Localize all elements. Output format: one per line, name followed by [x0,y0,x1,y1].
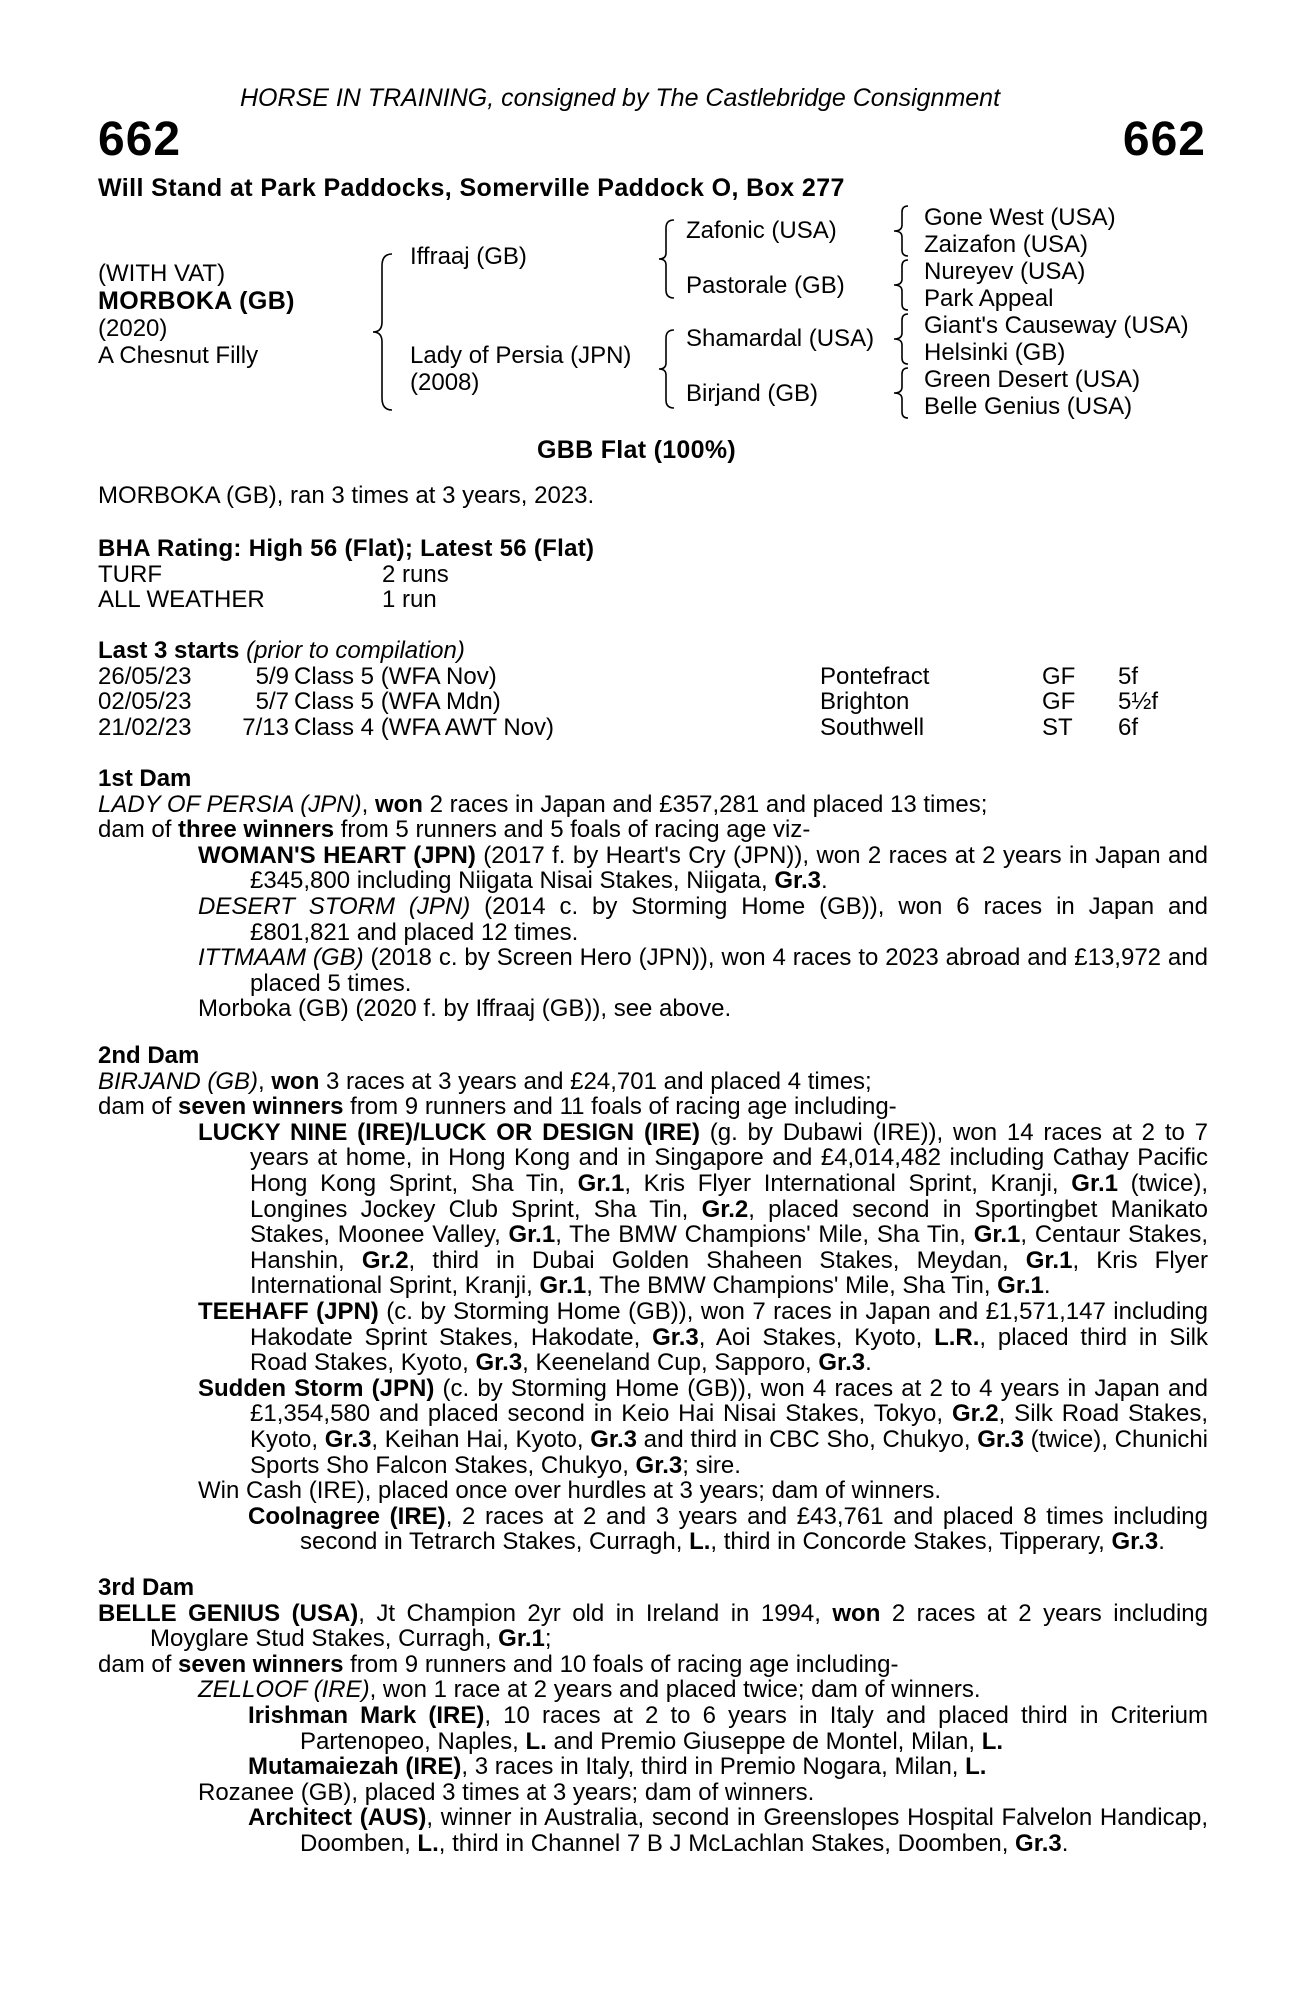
horse-description: A Chesnut Filly [98,342,259,369]
grade: Gr.3 [475,1349,523,1377]
produce-entry [98,1120,1208,1299]
text: , 10 races at 2 to 6 years in Italy and placed third in Criterium Partenopeo, Naples, [300,1701,1208,1755]
produce-entry [98,1376,1208,1478]
grade: Gr.1 [539,1272,587,1300]
second-dam-produce-line [98,1094,1208,1120]
turf-label: TURF [98,560,162,588]
produce-entry: Rozanee (GB), placed 3 times at 3 years; dam of winners. [198,1778,815,1806]
text: , Jt Champion 2yr old in Ireland in 1994, [358,1599,833,1627]
text: dam of [98,1093,179,1121]
produce-name: Coolnagree (IRE) [248,1502,446,1530]
start-position: 5/7 [255,688,289,716]
third-dam-line [98,1601,1208,1652]
horse-year: (2020) [98,315,168,342]
dam-name: BELLE GENIUS (USA) [98,1599,359,1627]
stand-location: Will Stand at Park Paddocks, Somerville Paddock O, Box 277 [98,174,845,202]
grade: Gr.3 [324,1425,372,1453]
start-position: 7/13 [242,713,289,741]
produce-name: ITTMAAM (GB) [198,944,364,972]
bha-rating-section [98,536,1208,613]
produce-name: DESERT STORM (JPN) [198,892,471,920]
grade: Gr.1 [508,1221,556,1249]
last-starts-section [98,638,1208,740]
pedigree-brace-g3 [890,312,912,366]
start-course: Pontefract [820,662,930,690]
grade: Gr.3 [977,1425,1024,1453]
grade: L. [525,1727,547,1755]
start-race: Class 4 (WFA AWT Nov) [294,713,555,741]
produce-entry [98,1703,1208,1754]
grade: Gr.1 [577,1169,625,1197]
lot-number-left: 662 [98,113,182,166]
won-label: won [374,790,423,818]
grade: L. [965,1753,987,1781]
grade: L. [981,1727,1004,1755]
text: , [258,1067,272,1095]
consignment-line: HORSE IN TRAINING, consigned by The Castlebridge Consignment [240,84,1001,112]
text: ; sire. [682,1451,741,1479]
text: , Kris Flyer International Sprint, Kranji, [250,1246,1209,1300]
grade: Gr.3 [1111,1528,1159,1556]
text: , won 1 race at 2 years and placed twice; dam of winners. [369,1676,981,1704]
dam-name: LADY OF PERSIA (JPN) [98,790,362,818]
start-distance: 5½f [1118,688,1159,716]
all-weather-label: ALL WEATHER [98,586,265,614]
produce-name: Architect (AUS) [248,1804,427,1832]
grade: Gr.3 [1015,1829,1062,1857]
text: (g. by Dubawi (IRE)), won 14 races at 2 to 7 years at home, in Hong Kong and in Singapore and £4,014,482 including Cathay Pacific Hong Kong Sprint, Sha Tin, [250,1118,1209,1197]
text: from 9 runners and 10 foals of racing age including- [343,1650,899,1678]
text: , 3 races in Italy, third in Premio Nogara, Milan, [461,1753,966,1781]
turf-value: 2 runs [382,560,449,588]
start-race: Class 5 (WFA Mdn) [294,688,501,716]
grade: Gr.3 [774,867,822,895]
pedigree-brace-g2 [890,258,912,312]
produce-name: LUCKY NINE (IRE)/LUCK OR DESIGN (IRE) [198,1118,700,1146]
second-dam-line [98,1069,1208,1095]
text: , [361,790,375,818]
pedigree-sire-sire: Zafonic (USA) [686,217,837,244]
last-starts-heading [98,638,1208,664]
text: , Aoi Stakes, Kyoto, [698,1323,935,1351]
text: and Premio Giuseppe de Montel, Milan, [546,1727,982,1755]
start-row [98,715,1208,741]
text: ; [544,1625,552,1653]
winners-count: seven winners [178,1650,344,1678]
start-course: Southwell [820,713,925,741]
text: , 2 races at 2 and 3 years and £43,761 and placed 8 times including second in Tetrarch Stakes, Curragh, [300,1502,1209,1556]
won-label: won [271,1067,320,1095]
first-dam-heading: 1st Dam [98,765,192,792]
first-dam-produce-line [98,817,1208,843]
text: , third in Dubai Golden Shaheen Stakes, Meydan, [408,1246,1026,1274]
bha-rating-title: BHA Rating: High 56 (Flat); Latest 56 (Flat) [98,535,595,562]
start-going: GF [1042,688,1076,716]
grade: Gr.3 [652,1323,699,1351]
produce-entry [98,1677,1208,1703]
won-label: won [832,1599,881,1627]
produce-entry: Win Cash (IRE), placed once over hurdles at 3 years; dam of winners. [198,1477,941,1505]
grade: Gr.1 [1071,1169,1118,1197]
pedigree-g3: Nureyev (USA) [924,258,1086,285]
start-going: GF [1042,662,1076,690]
start-position: 5/9 [255,662,289,690]
text: , Centaur Stakes, Hanshin, [250,1221,1208,1274]
produce-name: WOMAN'S HEART (JPN) [198,841,476,869]
start-distance: 6f [1118,713,1139,741]
text: , Keihan Hai, Kyoto, [371,1425,591,1453]
pedigree-g2: Zaizafon (USA) [924,231,1089,258]
text: , placed third in Silk Road Stakes, Kyoto, [250,1323,1208,1377]
winners-count: seven winners [178,1093,344,1121]
pedigree-sire: Iffraaj (GB) [410,243,527,270]
start-date: 21/02/23 [98,713,192,741]
text: 2 races at 2 years including Moyglare Stud Stakes, Curragh, [150,1599,1208,1653]
grade: Gr.1 [973,1221,1021,1249]
text: (twice), Chunichi Sports Sho Falcon Stakes, Chukyo, [250,1425,1208,1479]
text: dam of [98,816,179,844]
pedigree-brace-dam [656,328,676,410]
horse-name: MORBOKA (GB) [98,287,295,315]
text: (2018 c. by Screen Hero (JPN)), won 4 races to 2023 abroad and £13,972 and placed 5 times. [250,944,1208,997]
grade: L. [689,1528,711,1556]
text: , Silk Road Stakes, Kyoto, [250,1400,1208,1453]
text: , Kris Flyer International Sprint, Kranji, [624,1169,1072,1197]
pedigree-g7: Green Desert (USA) [924,366,1141,393]
produce-entry [98,1805,1208,1856]
grade: Gr.3 [635,1451,683,1479]
pedigree-g5: Giant's Causeway (USA) [924,312,1189,339]
pedigree-g8: Belle Genius (USA) [924,393,1133,420]
text: . [821,867,828,895]
produce-name: TEEHAFF (JPN) [198,1297,379,1325]
first-dam-line [98,792,1208,818]
text: (2014 c. by Storming Home (GB)), won 6 races in Japan and £801,821 and placed 12 times. [250,892,1208,946]
text: dam of [98,1650,179,1678]
produce-entry [98,1299,1208,1376]
text: from 5 runners and 5 foals of racing age viz- [334,816,811,844]
start-row [98,689,1208,715]
produce-name: Sudden Storm (JPN) [198,1374,435,1402]
pedigree-brace-g1 [890,204,912,258]
text: (twice), Longines Jockey Club Sprint, Sha Tin, [250,1169,1209,1223]
grade: Gr.2 [361,1246,409,1274]
produce-entry: Morboka (GB) (2020 f. by Iffraaj (GB)), see above. [198,995,732,1023]
text: , The BMW Champions' Mile, Sha Tin, [586,1272,998,1300]
gbb-flat: GBB Flat (100%) [537,436,736,464]
grade: Gr.1 [498,1625,545,1653]
grade: Gr.2 [701,1195,749,1223]
produce-name: Irishman Mark (IRE) [248,1701,485,1729]
pedigree-g1: Gone West (USA) [924,204,1116,231]
grade: L.R. [934,1323,980,1351]
grade: Gr.3 [818,1349,866,1377]
lot-number-right: 662 [1122,113,1206,166]
pedigree-dam-year: (2008) [410,369,480,396]
start-going: ST [1042,713,1073,741]
grade: Gr.2 [951,1400,999,1428]
all-weather-row [98,587,1208,613]
text: . [1061,1829,1069,1857]
pedigree-dam-sire: Shamardal (USA) [686,325,875,352]
text: , The BMW Champions' Mile, Sha Tin, [555,1221,974,1249]
winners-count: three winners [178,816,335,844]
third-dam-section [98,1575,1208,1857]
third-dam-produce-line [98,1652,1208,1678]
vat-note: (WITH VAT) [98,260,226,287]
text: , third in Concorde Stakes, Tipperary, [710,1528,1112,1556]
all-weather-value: 1 run [382,586,437,614]
second-dam-heading: 2nd Dam [98,1042,200,1069]
pedigree-dam-dam: Birjand (GB) [686,380,819,407]
start-row [98,664,1208,690]
text: and third in CBC Sho, Chukyo, [636,1425,978,1453]
race-summary: MORBOKA (GB), ran 3 times at 3 years, 2023. [98,482,595,509]
text: (c. by Storming Home (GB)), won 4 races at 2 to 4 years in Japan and £1,354,580 and placed second in Keio Hai Nisai Stakes, Tokyo, [250,1374,1208,1428]
grade: Gr.3 [590,1425,637,1453]
text: . [1158,1528,1165,1556]
first-dam-section [98,766,1208,1022]
second-dam-section [98,1043,1208,1555]
start-race: Class 5 (WFA Nov) [294,662,497,690]
text: from 9 runners and 11 foals of racing age including- [343,1093,897,1121]
pedigree-brace-g4 [890,366,912,420]
produce-entry [98,945,1208,996]
dam-name: BIRJAND (GB) [98,1067,259,1095]
text: , winner in Australia, second in Greenslopes Hospital Falvelon Handicap, Doomben, [300,1804,1208,1857]
produce-entry [98,894,1208,945]
grade: L. [417,1829,439,1857]
pedigree-brace-sire [656,218,676,300]
start-course: Brighton [820,688,910,716]
turf-row [98,562,1208,588]
pedigree-g4: Park Appeal [924,285,1054,312]
third-dam-heading: 3rd Dam [98,1574,195,1601]
pedigree-g6: Helsinki (GB) [924,339,1066,366]
produce-name: ZELLOOF (IRE) [198,1676,370,1704]
text: , third in Channel 7 B J McLachlan Stakes, Doomben, [438,1829,1016,1857]
produce-entry [98,843,1208,894]
text: , placed second in Sportingbet Manikato Stakes, Moonee Valley, [250,1195,1209,1249]
text: (c. by Storming Home (GB)), won 7 races in Japan and £1,571,147 including Hakodate Sprint Stakes, Hakodate, [250,1297,1209,1351]
text: 2 races in Japan and £357,281 and placed 13 times; [422,790,988,818]
start-date: 02/05/23 [98,688,192,716]
text: . [865,1349,872,1377]
grade: Gr.1 [997,1272,1044,1300]
text: . [1043,1272,1051,1300]
last-starts-title: Last 3 starts [98,637,240,664]
produce-name: Mutamaiezah (IRE) [248,1753,462,1781]
pedigree-sire-dam: Pastorale (GB) [686,272,845,299]
pedigree-dam: Lady of Persia (JPN) [410,342,632,369]
text: (2017 f. by Heart's Cry (JPN)), won 2 races at 2 years in Japan and £345,800 including Niigata Nisai Stakes, Niigata, [250,841,1209,895]
text: 3 races at 3 years and £24,701 and placed 4 times; [319,1067,872,1095]
text: , Keeneland Cup, Sapporo, [522,1349,819,1377]
start-distance: 5f [1118,662,1139,690]
last-starts-note: (prior to compilation) [246,637,465,664]
grade: Gr.1 [1025,1246,1073,1274]
pedigree-brace-main [370,252,394,412]
produce-entry [98,1754,1208,1780]
produce-entry [98,1504,1208,1555]
start-date: 26/05/23 [98,662,192,690]
